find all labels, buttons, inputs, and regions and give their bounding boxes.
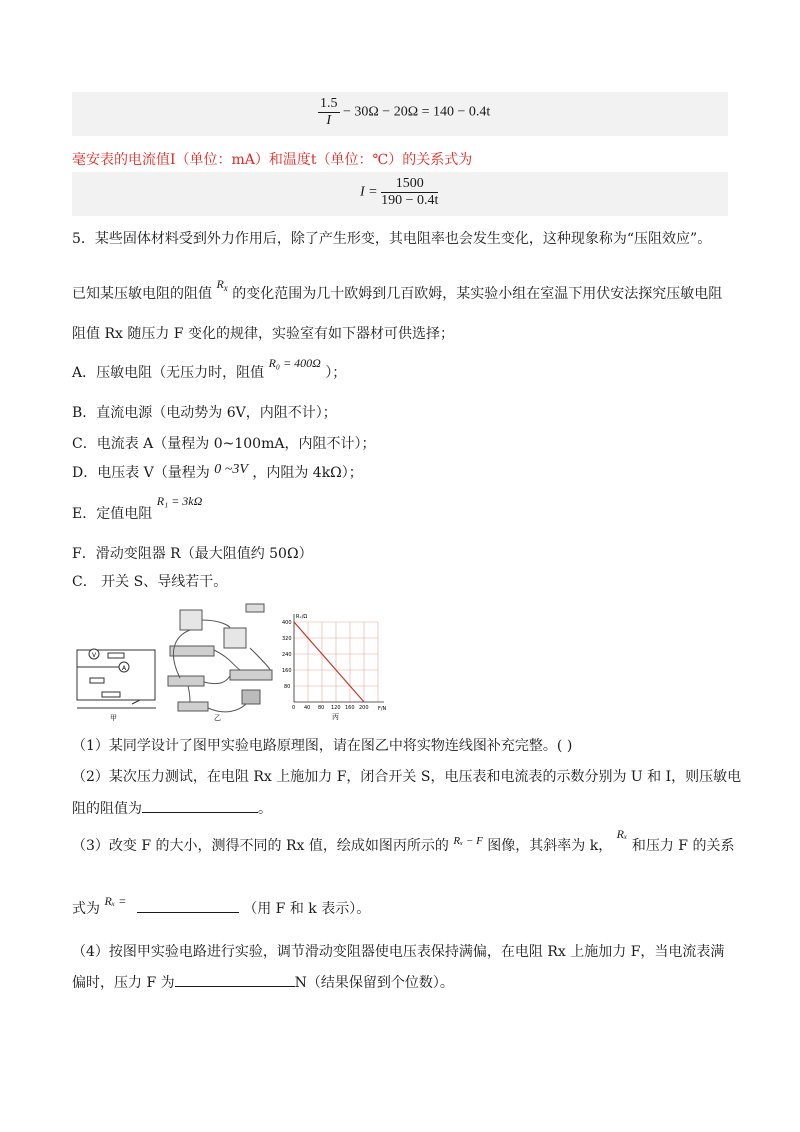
option-d-formula: 0 ~3V	[214, 462, 248, 477]
figure-jia-circuit	[72, 640, 162, 722]
option-d	[72, 462, 363, 482]
question-3-line-2	[72, 894, 371, 918]
jia-caption: 甲	[110, 714, 117, 722]
graph-x-tick: 160	[345, 705, 355, 711]
ammeter-label: A	[122, 665, 127, 672]
question-3-line-1	[72, 827, 735, 855]
question-4-text-c: N（结果保留到个位数）。	[294, 975, 454, 991]
equation-1-denominator: I	[326, 113, 332, 128]
equation-2-denominator: 190 − 0.4t	[381, 193, 439, 208]
option-e-formula: R₁ = 3kΩ	[156, 494, 203, 508]
question-3-text-b: 图像，其斜率为 k，	[487, 838, 613, 854]
graph-x-ticks	[292, 705, 369, 711]
equation-1	[318, 96, 490, 129]
question-2-line-2	[72, 798, 272, 818]
option-f: F．滑动变阻器 R（最大阻值约 50Ω）	[72, 546, 313, 562]
q5-line-2	[72, 277, 723, 303]
voltmeter-label: V	[92, 652, 97, 659]
option-e-prefix: E．定值电阻	[72, 506, 153, 522]
question-3-text-a: （3）改变 F 的大小，测得不同的 Rx 值，绘成如图丙所示的	[72, 838, 449, 854]
equation-2-numerator: 1500	[381, 176, 438, 193]
q5-line-2b: 的变化范围为几十欧姆到几百欧姆，某实验小组在室温下用伏安法探究压敏电阻	[232, 286, 723, 302]
graph-y-tick: 240	[282, 652, 292, 658]
graph-x-tick: 40	[304, 705, 311, 711]
option-a-suffix: ）；	[325, 365, 347, 381]
answer-blank-q4[interactable]	[175, 974, 295, 987]
equation-2-lhs: I =	[360, 184, 378, 200]
graph-y-tick: 80	[284, 684, 291, 690]
option-a-prefix: A．压敏电阻（无压力时，阻值	[72, 365, 265, 381]
figure-bing-graph	[280, 610, 392, 722]
option-d-suffix: ，内阻为 4kΩ）；	[252, 465, 363, 481]
equation-2	[360, 176, 438, 209]
graph-x-tick: 80	[318, 705, 325, 711]
graph-y-label: Rₓ/Ω	[296, 614, 308, 620]
q5-line-3: 阻值 Rx 随压力 F 变化的规律，实验室有如下器材可供选择；	[72, 326, 454, 342]
option-d-prefix: D．电压表 V（量程为	[72, 465, 210, 481]
graph-x-tick: 0	[292, 705, 296, 711]
equation-1-rest: − 30Ω − 20Ω = 140 − 0.4t	[343, 104, 491, 120]
question-3-text-c: 和压力 F 的关系	[631, 838, 735, 854]
equation-1-numerator: 1.5	[320, 96, 338, 111]
bing-caption: 丙	[332, 713, 339, 721]
rx-symbol: $R_x$	[216, 277, 228, 293]
yi-caption: 乙	[214, 714, 221, 722]
question-2-text: 阻的阻值为	[72, 801, 142, 817]
question-2-line-1: （2）某次压力测试，在电阻 Rx 上施加力 F，闭合开关 S，电压表和电流表的示数分别为 U 和 I，则压敏电	[72, 769, 742, 785]
option-g: C． 开关 S、导线若干。	[72, 574, 228, 590]
q5-line-1: 5．某些固体材料受到外力作用后，除了产生形变，其电阻率也会发生变化，这种现象称为“压阻效应”。	[72, 231, 712, 247]
q5-line-2a: 已知某压敏电阻的阻值	[72, 286, 212, 302]
graph-x-tick: 200	[359, 705, 369, 711]
question-3-formula: Rₓ − F	[453, 835, 483, 847]
question-3-rx: Rₓ	[616, 827, 628, 841]
option-a	[72, 356, 347, 382]
figure-yi-physical	[160, 598, 280, 724]
graph-x-label: F/N	[378, 706, 387, 712]
question-3-text-d: 式为	[72, 901, 100, 917]
question-3-text-e: （用 F 和 k 表示）。	[243, 901, 371, 917]
question-4-line-2	[72, 972, 454, 992]
question-2-end: 。	[258, 801, 272, 817]
answer-blank-q3[interactable]	[137, 900, 239, 913]
question-4-line-1: （4）按图甲实验电路进行实验，调节滑动变阻器使电压表保持满偏，在电阻 Rx 上施加力 F，当电流表满	[72, 944, 725, 960]
graph-data-line	[294, 622, 364, 702]
graph-y-ticks	[282, 620, 292, 690]
option-b: B．直流电源（电动势为 6V，内阻不计）；	[72, 405, 337, 421]
question-1: （1）某同学设计了图甲实验电路原理图，请在图乙中将实物连线图补充完整。( )	[72, 738, 573, 754]
red-conclusion-text: 毫安表的电流值I（单位：mA）和温度t（单位：℃）的关系式为	[72, 152, 473, 168]
option-e	[72, 494, 203, 522]
graph-x-tick: 120	[331, 705, 341, 711]
question-3-rx-eq: Rₓ =	[104, 894, 127, 908]
option-a-formula: R₀ = 400Ω	[268, 356, 321, 370]
graph-y-tick: 320	[282, 636, 292, 642]
equation-2-fraction	[381, 176, 438, 209]
question-4-text-b: 偏时，压力 F 为	[72, 975, 175, 991]
graph-y-tick: 400	[282, 620, 292, 626]
equation-1-fraction	[318, 96, 340, 129]
answer-blank-q2[interactable]	[142, 800, 258, 813]
option-c: C．电流表 A（量程为 0~100mA，内阻不计）；	[72, 436, 376, 452]
graph-y-tick: 160	[282, 668, 292, 674]
